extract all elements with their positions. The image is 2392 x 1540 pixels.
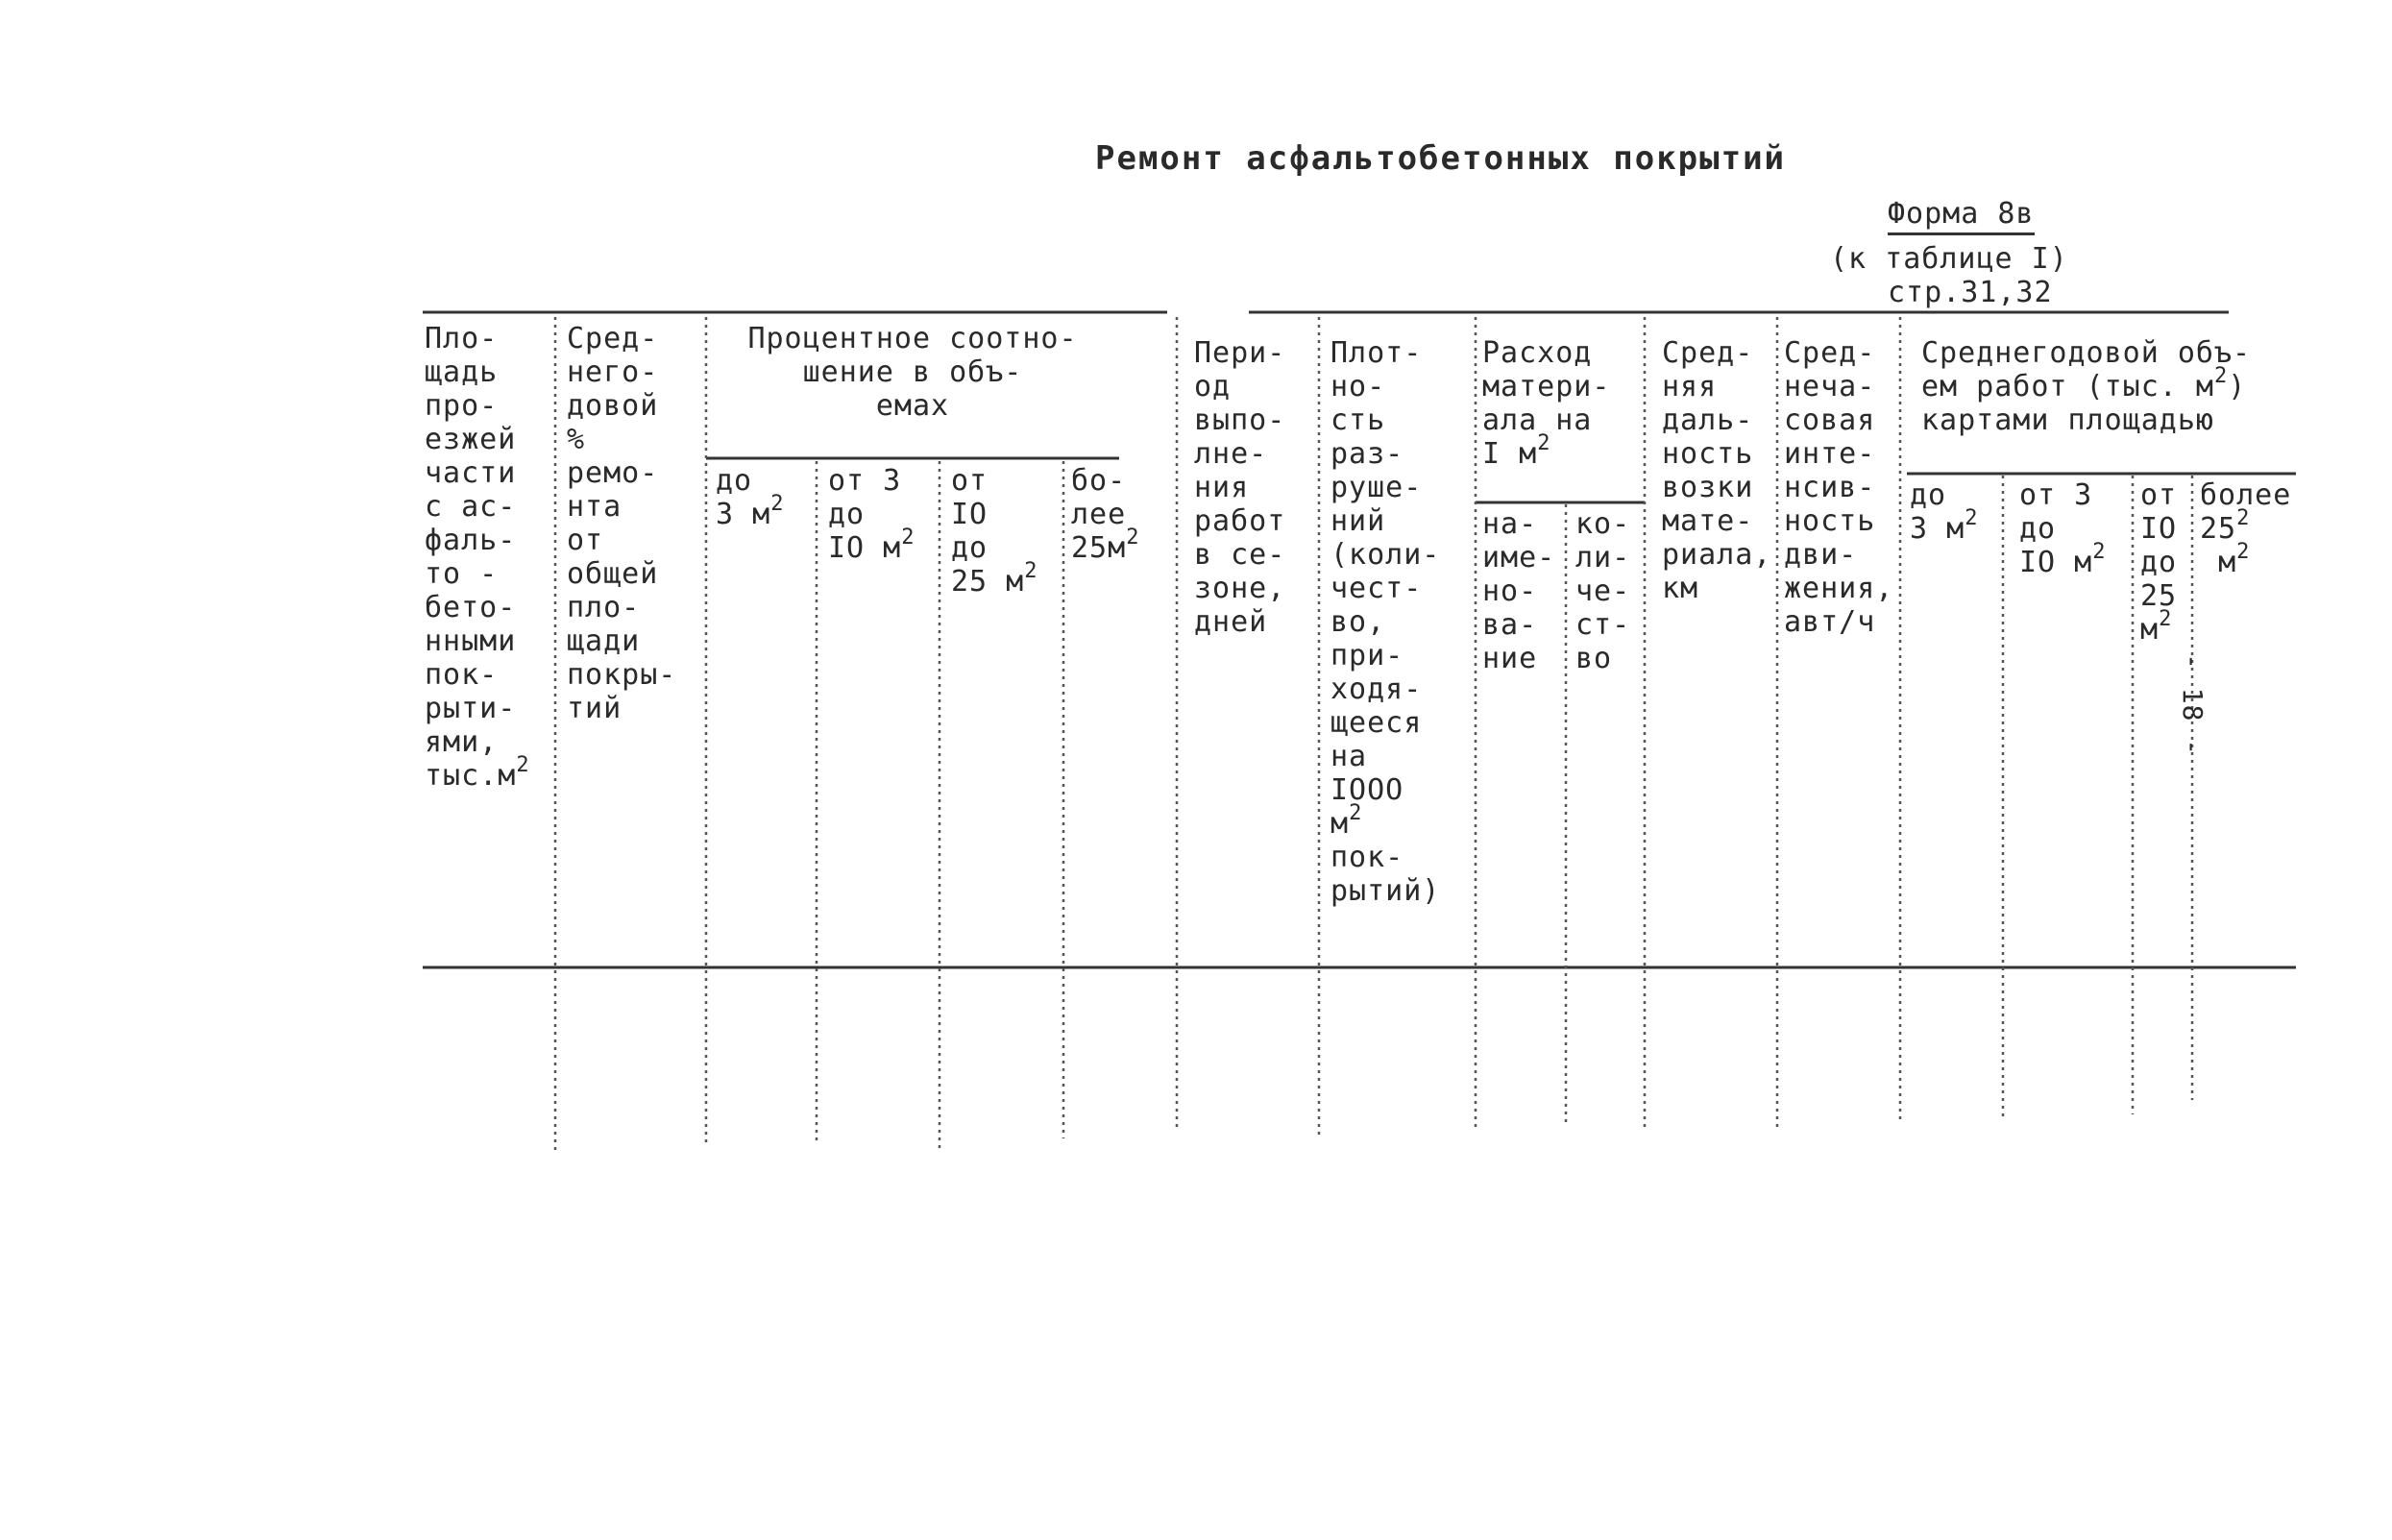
document-title: Ремонт асфальтобетонных покрытий [1095, 139, 1787, 178]
header-damage-density: Плот- но- сть раз- руше- ний (коли- чест- во, при- ходя- щееся на IOOO $м^2$ пок- рытий) [1330, 336, 1441, 908]
header-volume-3-to-10: от 3 до IO $м^2$ [2019, 478, 2107, 579]
header-material-group: Расход матери- ала на I $м^2$ [1482, 336, 1611, 471]
header-percent-group: Процентное соотно- шение в объ- емах [747, 322, 1078, 423]
header-work-period: Пери- од выпо- лне- ния работ в се- зоне, дней [1194, 336, 1286, 639]
header-volume-over-25: более $25^2$ $м^2$ [2200, 478, 2292, 579]
header-percent-over-25: бо- лее $25м^2$ [1071, 464, 1140, 565]
header-repair-percent: Сред- него- довой % ремо- нта от общей пло- щади покры- тий [567, 322, 677, 725]
header-material-quantity: ко- ли- че- ст- во [1575, 507, 1631, 675]
header-material-name: на- име- но- ва- ние [1482, 507, 1556, 675]
header-percent-up-to-3: до 3 $м^2$ [716, 464, 785, 531]
table-reference: (к таблице I) [1830, 242, 2068, 276]
page-number: - 18 - [2177, 653, 2209, 757]
header-percent-10-to-25: от IO до 25 $м^2$ [951, 464, 1038, 599]
header-volume-group: Среднегодовой объ- ем работ (тыс. $м^2$) картами площадью [1921, 336, 2252, 437]
header-volume-up-to-3: до 3 $м^2$ [1910, 478, 1979, 546]
header-volume-10-to-25: от IO до 25 $м^2$ [2140, 478, 2178, 647]
header-area: Пло- щадь про- езжей части с ас- фаль- то - бето- нными пок- рыти- ями, $тыс.м^2$ [425, 322, 530, 793]
form-label: Форма 8в [1888, 197, 2035, 231]
pages-reference: стр.31,32 [1888, 276, 2053, 309]
header-traffic-intensity: Сред- неча- совая инте- нсив- ность дви- жения, авт/ч [1784, 336, 1894, 639]
header-haul-distance: Сред- няя даль- ность возки мате- риала, км [1662, 336, 1772, 605]
header-percent-3-to-10: от 3 до IO $м^2$ [828, 464, 915, 565]
